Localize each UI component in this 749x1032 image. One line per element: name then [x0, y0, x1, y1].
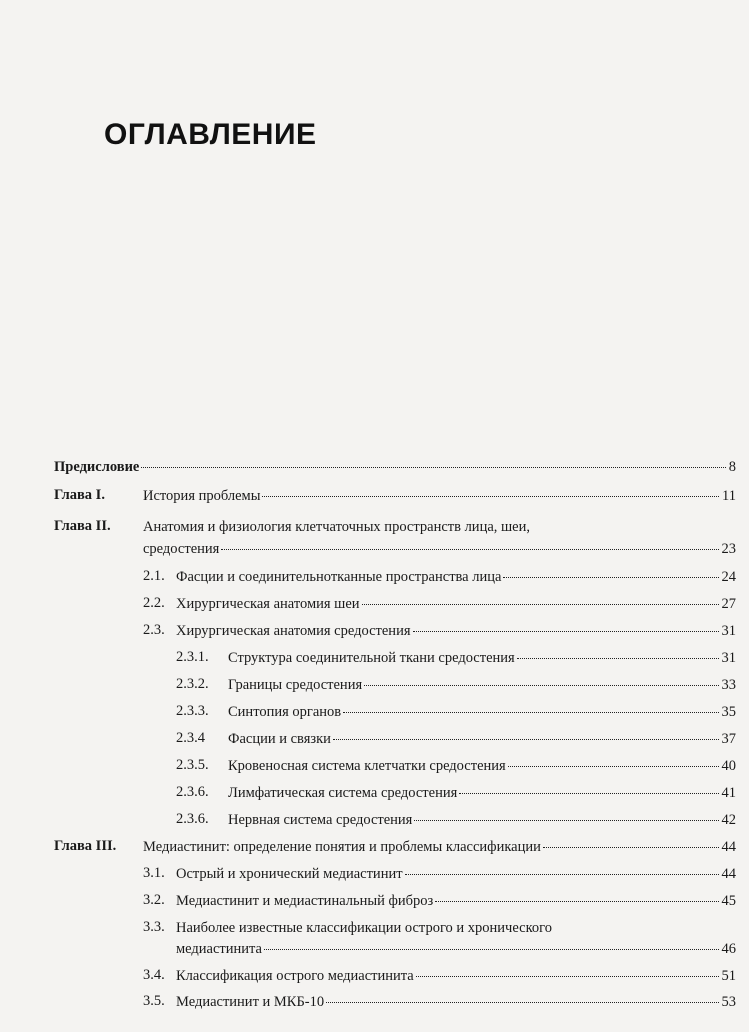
dot-leader: [264, 949, 719, 950]
dot-leader: [459, 793, 718, 794]
dot-leader: [517, 658, 719, 659]
toc-entry-title: Предисловие: [54, 459, 140, 475]
toc-entry-subsection-2-3-6-nerve[interactable]: [228, 811, 736, 829]
subsection-number: 2.3.2.: [176, 676, 209, 692]
toc-entry-title: Хирургическая анатомия шеи: [176, 596, 360, 612]
toc-entry-chapter-3[interactable]: [143, 838, 736, 856]
toc-entry-title: Границы средостения: [228, 677, 363, 693]
toc-entry-section-3-2[interactable]: [176, 892, 736, 910]
dot-leader: [503, 577, 718, 578]
toc-entry-title-line1: Анатомия и физиология клетчаточных пространств лица, шеи,: [143, 519, 530, 535]
toc-entry-preface[interactable]: [54, 458, 736, 476]
toc-entry-chapter-1[interactable]: [143, 487, 736, 505]
toc-page-number: 41: [721, 785, 736, 801]
toc-page-number: 51: [721, 968, 736, 984]
toc-page-number: 31: [721, 650, 736, 666]
dot-leader: [435, 901, 718, 902]
toc-entry-title: Синтопия органов: [228, 704, 342, 720]
toc-entry-title: Медиастинит и МКБ-10: [176, 994, 325, 1010]
toc-entry-section-2-2[interactable]: [176, 595, 736, 613]
section-number: 2.1.: [143, 568, 165, 584]
toc-page-number: 24: [721, 569, 736, 585]
page-title: ОГЛАВЛЕНИЕ: [104, 118, 317, 151]
subsection-number: 2.3.4: [176, 730, 205, 746]
toc-page-number: 33: [721, 677, 736, 693]
toc-entry-subsection-2-3-6-lymph[interactable]: [228, 784, 736, 802]
chapter-number: Глава III.: [54, 838, 117, 854]
toc-entry-chapter-2[interactable]: [143, 540, 736, 558]
toc-page-number: 46: [721, 941, 736, 957]
toc-entry-title: Фасции и соединительнотканные пространства лица: [176, 569, 502, 585]
dot-leader: [414, 820, 718, 821]
section-number: 3.1.: [143, 865, 165, 881]
toc-page-number: 44: [721, 839, 736, 855]
subsection-number: 2.3.3.: [176, 703, 209, 719]
toc-entry-title: Острый и хронический медиастинит: [176, 866, 403, 882]
section-number: 2.3.: [143, 622, 165, 638]
toc-page-number: 53: [721, 994, 736, 1010]
dot-leader: [364, 685, 718, 686]
toc-entry-title: Медиастинит: определение понятия и проблемы классификации: [143, 839, 541, 855]
subsection-number: 2.3.6.: [176, 811, 209, 827]
toc-entry-title: Нервная система средостения: [228, 812, 413, 828]
toc-page-number: 42: [721, 812, 736, 828]
toc-page-number: 11: [722, 488, 736, 504]
toc-page-number: 44: [721, 866, 736, 882]
chapter-number: Глава I.: [54, 487, 105, 503]
dot-leader: [508, 766, 719, 767]
toc-entry-title-line2: медиастинита: [176, 941, 262, 957]
dot-leader: [326, 1002, 718, 1003]
toc-page-number: 23: [721, 541, 736, 557]
dot-leader: [262, 496, 719, 497]
toc-page-number: 40: [721, 758, 736, 774]
toc-page-number: 35: [721, 704, 736, 720]
toc-entry-title: Медиастинит и медиастинальный фиброз: [176, 893, 434, 909]
dot-leader: [413, 631, 719, 632]
toc-page-number: 45: [721, 893, 736, 909]
toc-entry-subsection-2-3-3[interactable]: [228, 703, 736, 721]
toc-entry-title: Структура соединительной ткани средостения: [228, 650, 515, 666]
toc-entry-title: История проблемы: [143, 488, 261, 504]
toc-entry-section-3-1[interactable]: [176, 865, 736, 883]
toc-page-number: 8: [728, 459, 736, 475]
section-number: 3.5.: [143, 993, 165, 1009]
chapter-number: Глава II.: [54, 518, 111, 534]
toc-entry-title: Лимфатическая система средостения: [228, 785, 458, 801]
toc-entry-section-2-1[interactable]: [176, 568, 736, 586]
toc-entry-title: Кровеносная система клетчатки средостения: [228, 758, 506, 774]
subsection-number: 2.3.6.: [176, 784, 209, 800]
toc-entry-subsection-2-3-2[interactable]: [228, 676, 736, 694]
toc-entry-section-3-4[interactable]: [176, 967, 736, 985]
toc-page-number: 37: [721, 731, 736, 747]
subsection-number: 2.3.5.: [176, 757, 209, 773]
section-number: 3.3.: [143, 919, 165, 935]
dot-leader: [141, 467, 725, 468]
toc-entry-section-3-5[interactable]: [176, 993, 736, 1011]
toc-entry-subsection-2-3-4[interactable]: [228, 730, 736, 748]
toc-entry-title-line1: Наиболее известные классификации острого и хронического: [176, 920, 552, 936]
toc-entry-subsection-2-3-1[interactable]: [228, 649, 736, 667]
section-number: 2.2.: [143, 595, 165, 611]
dot-leader: [416, 976, 719, 977]
toc-entry-title: Классификация острого медиастинита: [176, 968, 414, 984]
toc-entry-section-3-3[interactable]: [176, 940, 736, 958]
subsection-number: 2.3.1.: [176, 649, 209, 665]
section-number: 3.4.: [143, 967, 165, 983]
toc-entry-section-2-3[interactable]: [176, 622, 736, 640]
toc-entry-subsection-2-3-5[interactable]: [228, 757, 736, 775]
toc-page-number: 27: [721, 596, 736, 612]
toc-entry-title-line2: средостения: [143, 541, 220, 557]
dot-leader: [333, 739, 719, 740]
dot-leader: [362, 604, 719, 605]
toc-page-number: 31: [721, 623, 736, 639]
dot-leader: [405, 874, 719, 875]
dot-leader: [543, 847, 719, 848]
toc-entry-title: Фасции и связки: [228, 731, 331, 747]
dot-leader: [221, 549, 718, 550]
toc-entry-title: Хирургическая анатомия средостения: [176, 623, 411, 639]
dot-leader: [343, 712, 718, 713]
section-number: 3.2.: [143, 892, 165, 908]
